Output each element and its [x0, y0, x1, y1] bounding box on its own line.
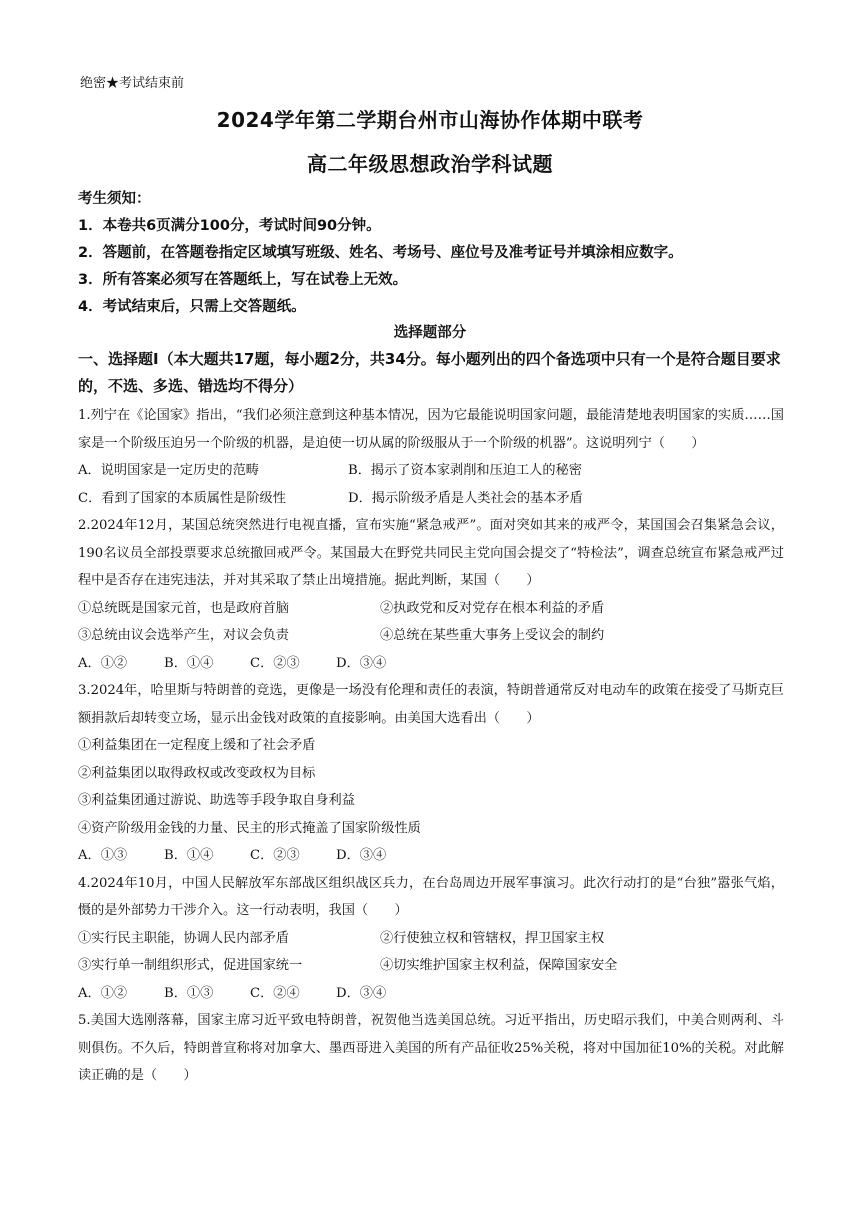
notice-item: 1．本卷共6页满分100分，考试时间90分钟。: [78, 218, 381, 234]
choice-d: D．③④: [336, 848, 387, 863]
notice-heading: 考生须知：: [78, 191, 151, 207]
statement-4: ④切实维护国家主权利益，保障国家安全: [380, 958, 618, 973]
statement-3: ③总统由议会选举产生，对议会负责: [78, 628, 289, 643]
statement-row: [78, 622, 784, 650]
statement-2: ②利益集团以取得政权或改变政权为目标: [78, 765, 316, 781]
choice-row: [78, 980, 784, 1008]
statement-1: ①实行民主职能，协调人民内部矛盾: [78, 930, 289, 946]
choice-c: C．②④: [250, 985, 300, 1001]
statement-1: ①总统既是国家元首，也是政府首脑: [78, 600, 289, 616]
question-stem: 4.2024年10月，中国人民解放军东部战区组织战区兵力，在台岛周边开展军事演习。此次行动打的是“台独”嚣张气焰，慑的是外部势力干涉介入。这一行动表明，我国（ ）: [78, 875, 784, 918]
statement-1: ①利益集团在一定程度上缓和了社会矛盾: [78, 738, 316, 753]
choice-b: B．①④: [164, 655, 214, 671]
choice-a: A．①②: [78, 985, 128, 1001]
statement-3: ③实行单一制组织形式，促进国家统一: [78, 958, 303, 973]
exam-title: 2024学年第二学期台州市山海协作体期中联考: [216, 108, 644, 132]
question-5: [78, 1007, 784, 1090]
choice-row: [78, 650, 784, 678]
choice-d: D．③④: [336, 655, 387, 671]
option-row: [78, 485, 784, 513]
question-1: [78, 402, 784, 512]
choice-c: C．②③: [250, 655, 300, 671]
part-heading: 一、选择题Ⅰ（本大题共17题，每小题2分，共34分。每小题列出的四个备选项中只有一个是符合题目要求的，不选、多选、错选均不得分）: [78, 350, 781, 395]
exam-subtitle: 高二年级思想政治学科试题: [307, 152, 553, 176]
confidential-mark: 绝密★考试结束前: [80, 76, 185, 91]
option-a: A．说明国家是一定历史的范畴: [78, 463, 259, 478]
section-title: 选择题部分: [393, 325, 467, 341]
notice-item: 4．考试结束后，只需上交答题纸。: [78, 299, 306, 315]
choice-a: A．①②: [78, 655, 128, 671]
statement-4: ④资产阶级用金钱的力量、民主的形式掩盖了国家阶级性质: [78, 820, 421, 836]
question-list: [78, 402, 784, 1090]
choice-b: B．①④: [164, 848, 214, 863]
statement-3: ③利益集团通过游说、助选等手段争取自身利益: [78, 793, 355, 808]
choice-a: A．①③: [78, 848, 128, 863]
option-c: C．看到了国家的本质属性是阶级性: [78, 490, 286, 506]
option-b: B．揭示了资本家剥削和压迫工人的秘密: [348, 463, 582, 478]
question-2: [78, 512, 784, 677]
choice-c: C．②③: [250, 848, 300, 863]
notice-item: 2．答题前，在答题卷指定区域填写班级、姓名、考场号、座位号及准考证号并填涂相应数字。: [78, 245, 683, 261]
statement-2: ②行使独立权和管辖权，捍卫国家主权: [380, 930, 605, 946]
option-d: D．揭示阶级矛盾是人类社会的基本矛盾: [348, 490, 583, 506]
statement-row: [78, 925, 784, 953]
notice-item: 3．所有答案必须写在答题纸上，写在试卷上无效。: [78, 272, 408, 288]
statement-2: ②执政党和反对党存在根本利益的矛盾: [380, 600, 605, 616]
question-3: [78, 677, 784, 870]
notice-list: [78, 213, 798, 321]
question-stem: 2.2024年12月，某国总统突然进行电视直播，宣布实施“紧急戒严”。面对突如其来的戒严令，某国国会召集紧急会议，190名议员全部投票要求总统撤回戒严令。某国最大在野党共同民主党向国会提交了“特检法”，调查总统宣布紧急戒严过程中是否存在违宪违法，并对其采取了禁止出境措施。据此判断，某国（ ）: [78, 518, 784, 588]
question-stem: 3.2024年，哈里斯与特朗普的竞选，更像是一场没有伦理和责任的表演，特朗普通常反对电动车的政策在接受了马斯克巨额捐款后却转变立场，显示出金钱对政策的直接影响。由美国大选看出（ ）: [78, 683, 784, 726]
statement-row: [78, 952, 784, 980]
question-stem: 5.美国大选刚落幕，国家主席习近平致电特朗普，祝贺他当选美国总统。习近平指出，历史昭示我们，中美合则两利、斗则俱伤。不久后，特朗普宣称将对加拿大、墨西哥进入美国的所有产品征收25%关税，将对中国加征10%的关税。对此解读正确的是（ ）: [78, 1013, 784, 1083]
question-4: [78, 870, 784, 1008]
statement-row: [78, 595, 784, 623]
statement-4: ④总统在某些重大事务上受议会的制约: [380, 628, 605, 643]
choice-d: D．③④: [336, 985, 387, 1001]
option-row: [78, 457, 784, 485]
question-stem: 1.列宁在《论国家》指出，“我们必须注意到这种基本情况，因为它最能说明国家问题，最能清楚地表明国家的实质……国家是一个阶级压迫另一个阶级的机器，是迫使一切从属的阶级服从于一个阶级的机器”。这说明列宁（ ）: [78, 408, 784, 451]
choice-b: B．①③: [164, 985, 214, 1001]
choice-row: [78, 842, 784, 870]
